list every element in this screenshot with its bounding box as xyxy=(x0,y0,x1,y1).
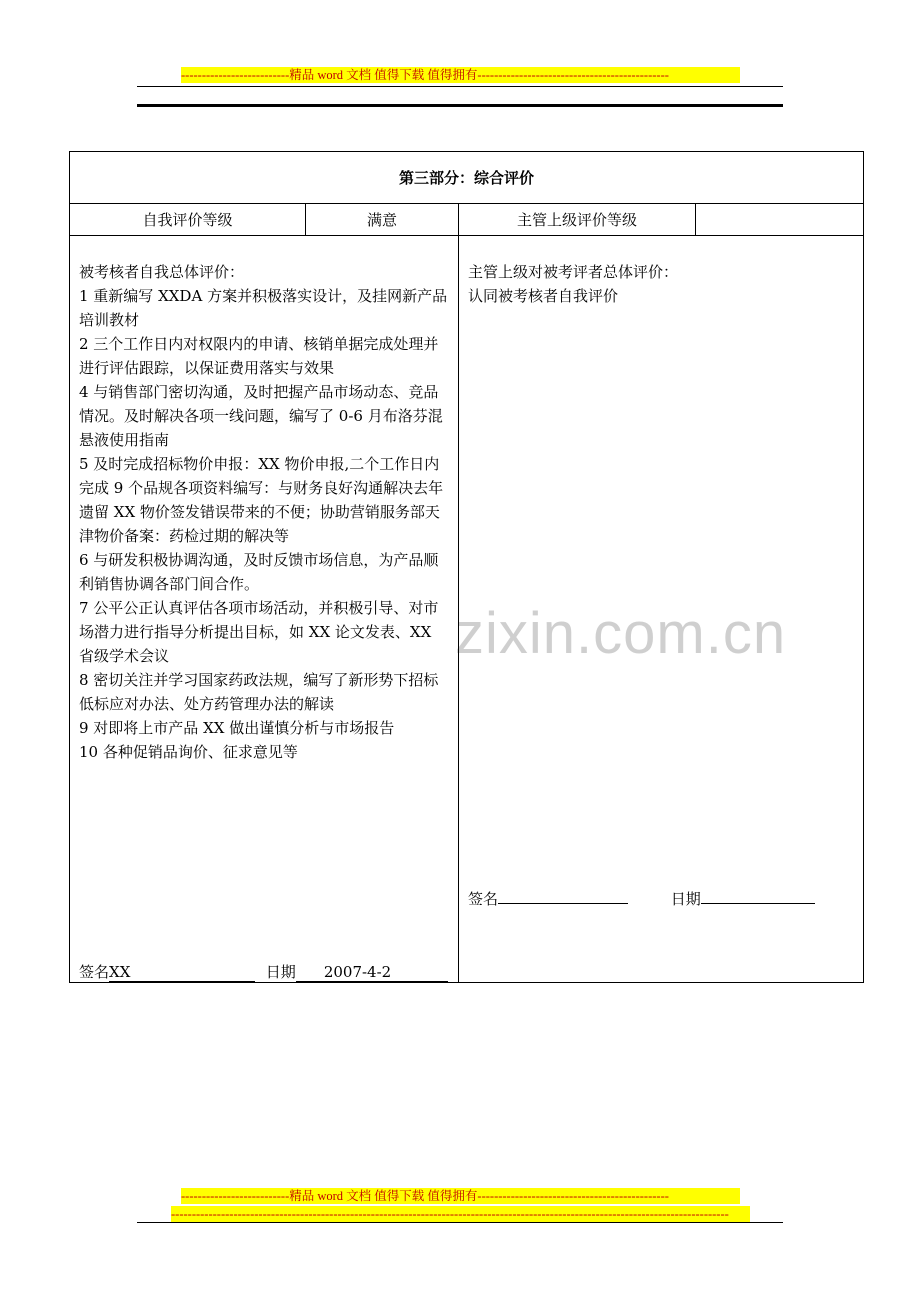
section-title: 第三部分：综合评价 xyxy=(70,152,864,204)
self-date-label: 日期 xyxy=(265,963,296,981)
self-eval-item: 9 对即将上市产品 XX 做出谨慎分析与市场报告 xyxy=(79,719,395,737)
self-eval-item: 6 与研发积极协调沟通，及时反馈市场信息，为产品顺利销售协调各部门间合作。 xyxy=(79,551,439,593)
self-sign-value[interactable]: XX xyxy=(109,963,255,982)
supervisor-eval-heading: 主管上级对被考评者总体评价： xyxy=(468,263,679,281)
footer-banner: --------------------------精品 word 文档 值得下载 值得拥有---------------------------------------------- xyxy=(181,1188,740,1204)
supervisor-sign-label: 签名 xyxy=(468,890,499,908)
self-eval-item: 2 三个工作日内对权限内的申请、核销单据完成处理并进行评估跟踪，以保证费用落实与效果 xyxy=(79,335,439,377)
watermark: zixin.com.cn xyxy=(455,601,787,666)
self-grade-label: 自我评价等级 xyxy=(70,204,306,236)
self-grade-value[interactable]: 满意 xyxy=(306,204,459,236)
self-eval-item: 7 公平公正认真评估各项市场活动，并积极引导、对市场潜力进行指导分析提出目标，如 XX 论文发表、XX 省级学术会议 xyxy=(79,599,439,665)
self-eval-heading: 被考核者自我总体评价： xyxy=(79,263,245,281)
footer-rule xyxy=(137,1222,783,1223)
supervisor-signature-line xyxy=(468,889,815,909)
self-eval-item: 8 密切关注并学习国家药政法规，编写了新形势下招标低标应对办法、处方药管理办法的解读 xyxy=(79,671,439,713)
self-sign-label: 签名 xyxy=(79,963,110,981)
supervisor-date-field[interactable] xyxy=(701,903,815,904)
header-rule-thick xyxy=(137,104,783,107)
supervisor-grade-label: 主管上级评价等级 xyxy=(459,204,696,236)
self-signature-line xyxy=(79,962,448,982)
evaluation-form-table xyxy=(69,151,864,983)
supervisor-sign-field[interactable] xyxy=(498,903,628,904)
self-date-value: 2007-4-2 xyxy=(323,963,392,981)
self-eval-item: 1 重新编写 XXDA 方案并积极落实设计，及挂网新产品培训教材 xyxy=(79,287,448,329)
supervisor-date-label: 日期 xyxy=(670,890,701,908)
supervisor-evaluation-cell xyxy=(459,236,864,983)
self-eval-item: 4 与销售部门密切沟通，及时把握产品市场动态、竞品情况。及时解决各项一线问题，编写了 0-6 月布洛芬混悬液使用指南 xyxy=(79,383,443,449)
supervisor-grade-value[interactable] xyxy=(696,204,864,236)
footer-dash-line: -------------------------------------------------------------------------------------------------------------------------------------- xyxy=(171,1206,750,1222)
self-eval-item: 10 各种促销品询价、征求意见等 xyxy=(79,743,298,761)
header-rule-thin xyxy=(137,86,783,87)
self-eval-item: 5 及时完成招标物价申报：XX 物价申报,二个工作日内完成 9 个品规各项资料编写：与财务良好沟通解决去年遗留 XX 物价签发错误带来的不便；协助营销服务部天津物价备案：药检过期的解决等 xyxy=(79,455,444,545)
header-banner: --------------------------精品 word 文档 值得下载 值得拥有---------------------------------------------- xyxy=(181,67,740,83)
supervisor-eval-comment: 认同被考核者自我评价 xyxy=(468,287,619,305)
self-date-underline[interactable] xyxy=(296,963,448,982)
self-evaluation-cell xyxy=(70,236,459,983)
